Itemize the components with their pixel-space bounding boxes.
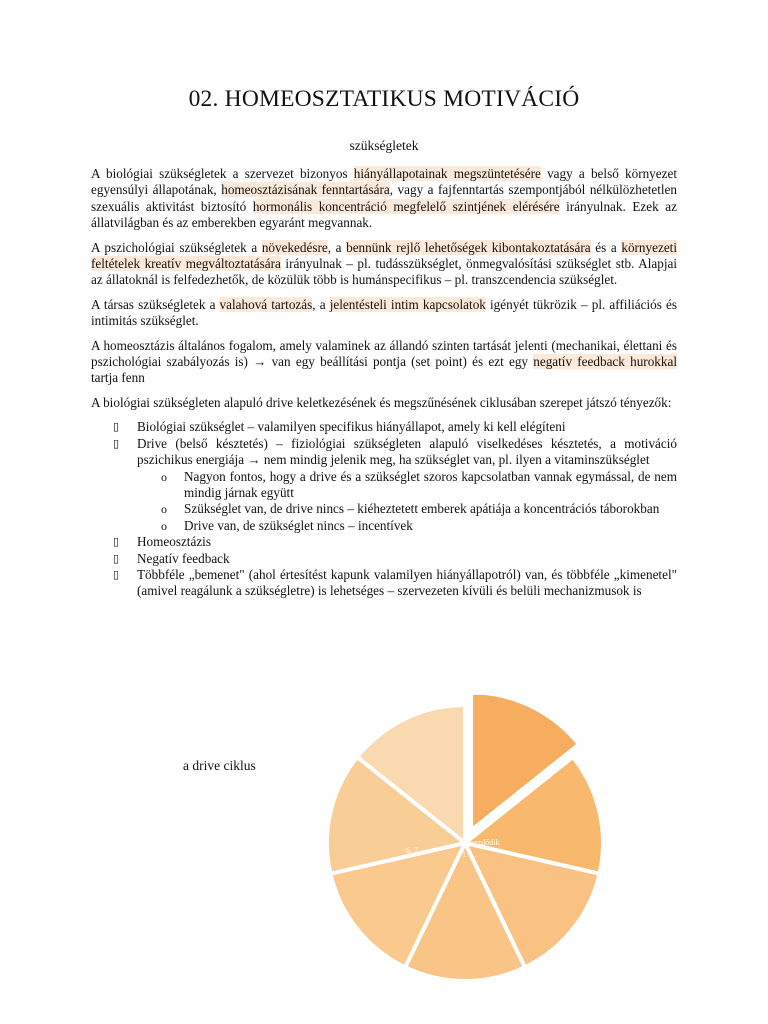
sub-bullet-marker: o	[161, 502, 167, 517]
list-item: ▯ Homeosztázis	[113, 534, 211, 550]
highlight: hormonális koncentráció megfelelő szintjének elérésére	[252, 198, 560, 214]
chart-caption: a drive ciklus	[183, 758, 256, 773]
highlight: bennünk rejlő lehetőségek kibontakoztatására	[346, 239, 591, 255]
highlight: negatív feedback hurokkal	[533, 354, 677, 370]
sub-bullet-marker: o	[161, 469, 167, 484]
bullet-marker: ▯	[113, 552, 120, 565]
pie-label: 6. 7.	[406, 846, 420, 855]
pie-label: 1. . .	[462, 850, 476, 859]
bullet-marker: ▯	[113, 568, 120, 581]
sub-list-item: o Drive van, de szükséglet nincs – incentívek	[161, 517, 413, 533]
list-item: ▯ Többféle „bemenet" (ahol értesítést kapunk valamilyen hiányállapotról) van, és többféle „kimenetel" (amivel reagálunk a szükségletre) is lehetséges – szervezeten kívüli és belüli mechanizmusok is	[113, 566, 677, 599]
highlight: környezeti feltételek kreatív megváltoztatására	[91, 239, 677, 272]
bullet-marker: ▯	[113, 536, 120, 549]
list-item: ▯ Drive (belső késztetés) – fiziológiai szükségleten alapuló viselkedéses késztetés, a motiváció pszichikus energiája → nem mindig jelenik meg, ha szükséglet van, pl. ilyen a vitaminszükséglet o Nagyon fontos, hogy a drive és a szükséglet szoros kapcsolatban vannak egymással, de nem mindig járnak együtt o Szükséglet van, de drive nincs – kiéheztetett emberek apátiája a koncentrációs táborokban o Drive van, de szükséglet nincs – incentívek	[113, 435, 677, 533]
paragraph-psychological-needs: A pszichológiai szükségletek a növekedésre, a bennünk rejlő lehetőségek kibontakoztatására és a környezeti feltételek kreatív megváltoztatására irányulnak – pl. tudásszükséglet, önmegvalósítási szükséglet stb. Alapjai az állatoknál is felfedezhetők, de közülük több is humánspecifikus – pl. transzcendencia szükséglet.	[91, 239, 678, 288]
factor-list	[91, 419, 677, 599]
paragraph-factors-intro: A biológiai szükségleten alapuló drive keletkezésének és megszűnésének ciklusában szerepet játszó tényezők:	[91, 394, 672, 410]
list-item: ▯ Biológiai szükséglet – valamilyen specifikus hiányállapot, amely ki kell elégíteni	[113, 419, 566, 435]
highlight: homeosztázisának fenntartására	[221, 182, 390, 198]
bullet-marker: ▯	[113, 437, 120, 450]
highlight: hiányállapotainak megszüntetésére	[353, 166, 541, 181]
paragraph-social-needs: A társas szükségletek a valahová tartozás, a jelentésteli intim kapcsolatok igényét tükrözik – pl. affiliációs és intimitás szükséglet.	[91, 296, 677, 329]
list-item: ▯ Negatív feedback	[113, 550, 230, 566]
paragraph-biological-needs: A biológiai szükségletek a szervezet bizonyos hiányállapotainak megszüntetésére vagy a belső környezet egyensúlyi állapotának, homeosztázisának fenntartására, vagy a fajfenntartás szempontjából nélkülözhetetlen szexuális aktivitást biztosító hormonális koncentráció megfelelő szintjének elérésére irányulnak. Ezek az állatvilágban és az emberekben egyaránt megvannak.	[91, 166, 677, 231]
highlight: valahová tartozás	[219, 296, 313, 312]
bullet-marker: ▯	[113, 421, 120, 434]
section-subtitle: szükségletek	[349, 138, 419, 153]
sub-list-item: o Nagyon fontos, hogy a drive és a szükséglet szoros kapcsolatban vannak egymással, de nem mindig járnak együtt	[161, 468, 677, 500]
page-title: 02. HOMEOSZTATIKUS MOTIVÁCIÓ	[188, 86, 580, 112]
highlight: jelentésteli intim kapcsolatok	[329, 296, 486, 312]
sub-list-item: o Szükséglet van, de drive nincs – kiéheztetett emberek apátiája a koncentrációs táborokban	[161, 501, 660, 517]
drive-cycle-pie-chart	[310, 695, 630, 995]
highlight: növekedésre	[261, 239, 328, 255]
sub-list	[137, 469, 677, 535]
pie-label: kezdődik	[470, 838, 500, 847]
paragraph-homeostasis: A homeosztázis általános fogalom, amely valaminek az állandó szinten tartását jelenti (mechanikai, élettani és pszichológiai szabályozás is) → van egy beállítási pontja (set point) és ezt egy negatív feedback hurokkal tartja fenn	[91, 337, 677, 386]
document-body	[91, 166, 677, 600]
sub-bullet-marker: o	[161, 518, 167, 533]
